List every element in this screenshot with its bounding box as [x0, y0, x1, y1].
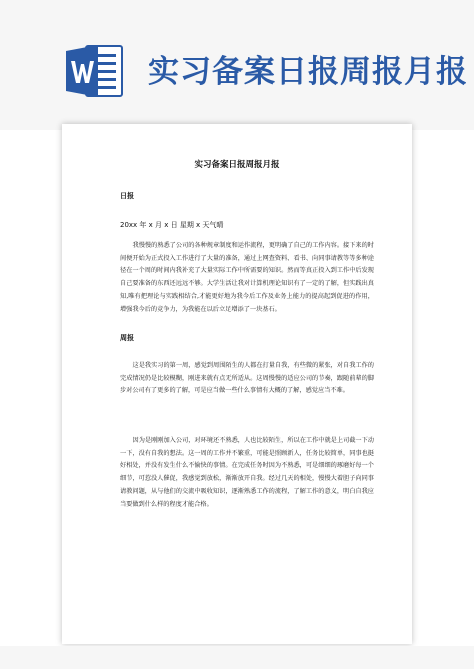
document-title: 实习备案日报周报月报 [194, 160, 280, 170]
weekly-paragraph-1: 这是我实习的第一周，感觉到周围陌生的人都在打量自我，有些微的紧张，对自我工作的完成情况仍是比较模糊，刚进来就有点无所适从。这周慢慢的适应公司的节奏，跟随前辈的脚步对公司有了更多的了解，可是应当做一些什么事情有大概的了解，感觉应当不难。 [120, 362, 374, 395]
document-page [62, 124, 412, 644]
word-icon [64, 40, 126, 102]
weekly-paragraph-2: 因为是刚刚加入公司，对环境还不熟悉，人也比较陌生，所以在工作中就是上司截一下动一下，没有自我的想法。这一周的工作并不繁重，可能是照顾新人，任务比较简单，同事也挺好相处，并没有发生什么不愉快的事情。在完成任务时因为不熟悉，可是细细的琢磨好每一个细节，可惹没人催促，我感觉到放松，渐渐放开自我。经过几天的相处，慢慢大着胆子向同事请教问题，从与他们的交流中吸收知识，逐渐熟悉工作的流程，了解工作的意义，明白自我应当要做到什么样的程度才能合格。 [120, 437, 374, 508]
banner [0, 0, 474, 130]
daily-report-heading: 日报 [120, 192, 134, 200]
weekly-report-heading: 周报 [120, 334, 134, 342]
banner-title: 实习备案日报周报月报 [148, 54, 468, 90]
daily-paragraph: 我慢慢的熟悉了公司的各种规章制度和运作流程，更明确了自己的工作内容。接下来的时间便开始为正式投入工作进行了大量的准备，通过上网查资料、看书、向同事请教等等多种途径在一个周的时间内我补充了大量实际工作中所需要的知识。然而等真正投入到工作中后发现自己要准备的东西还远远不够。大学生活让我对计算机理论知识有了一定的了解，但实践出真知,唯有把理论与实践相结合,才能更好地为我今后工作及业务上能力的提高起到促进的作用，增强我今后的竞争力，为我能在以后立足增添了一块基石。 [120, 242, 374, 313]
footer-band [0, 646, 474, 669]
dateline: 20xx 年 x 月 x 日 星期 x 天气晴 [120, 221, 224, 229]
